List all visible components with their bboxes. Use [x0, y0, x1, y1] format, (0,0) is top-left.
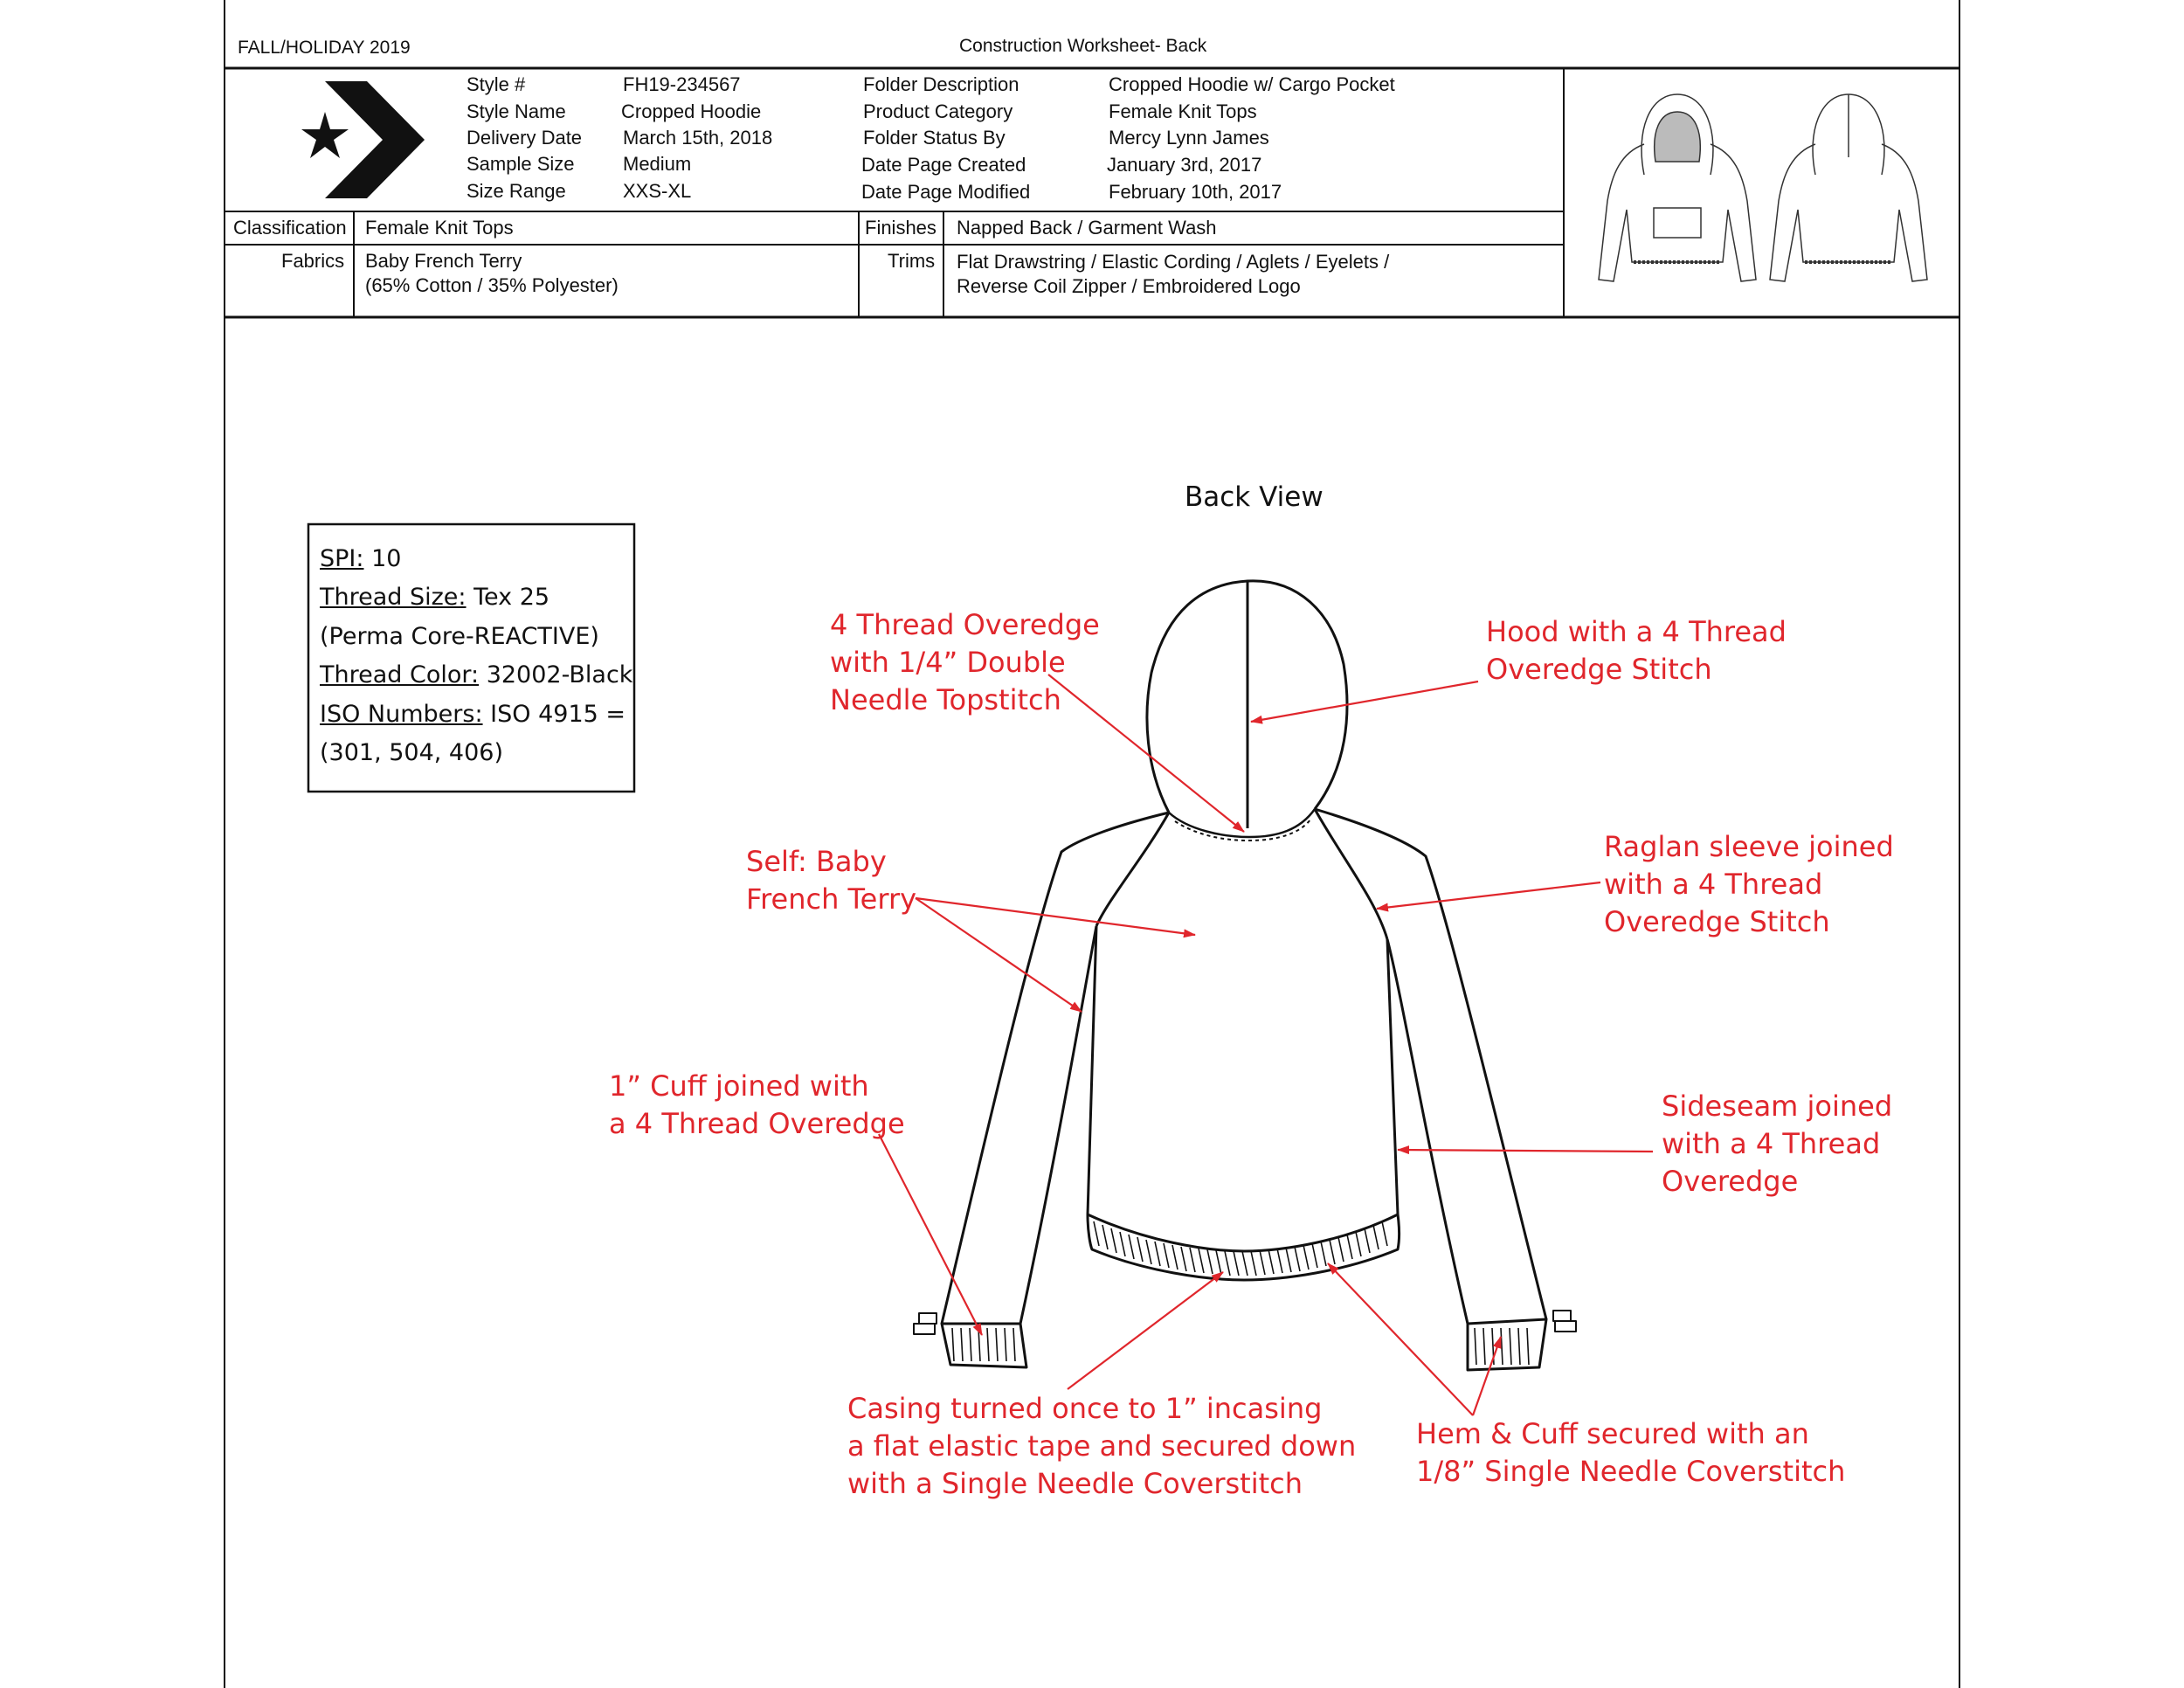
- iso-note: (301, 504, 406): [320, 739, 504, 766]
- delivery-date-label: Delivery Date: [467, 127, 583, 149]
- callout-sideseam-line1: Sideseam joined: [1662, 1090, 1893, 1123]
- folder-status-label: Folder Status By: [863, 127, 1006, 149]
- finishes-value: Napped Back / Garment Wash: [957, 217, 1217, 239]
- classification-label: Classification: [233, 217, 347, 239]
- product-category-value: Female Knit Tops: [1109, 100, 1257, 122]
- thread-color-label: Thread Color:: [320, 661, 480, 688]
- spi-value: 10: [371, 545, 402, 572]
- delivery-date-value: March 15th, 2018: [623, 127, 773, 149]
- trims-value-line2: Reverse Coil Zipper / Embroidered Logo: [957, 275, 1301, 297]
- callout-cuff-line2: a 4 Thread Overedge: [609, 1107, 905, 1140]
- callout-cuff-line1: 1” Cuff joined with: [609, 1069, 869, 1103]
- sheet-title: Construction Worksheet- Back: [959, 36, 1207, 56]
- trims-label: Trims: [888, 250, 936, 272]
- callout-raglan: [1604, 828, 1894, 941]
- callout-self-fabric-line2: French Terry: [746, 882, 917, 916]
- callout-raglan-line3: Overedge Stitch: [1604, 905, 1830, 938]
- fabrics-value-line1: Baby French Terry: [365, 250, 522, 272]
- callout-casing-line2: a flat elastic tape and secured down: [847, 1429, 1357, 1463]
- sample-size-label: Sample Size: [467, 153, 575, 175]
- folder-description-value: Cropped Hoodie w/ Cargo Pocket: [1109, 73, 1395, 95]
- size-range-value: XXS-XL: [623, 180, 692, 202]
- callout-hood-line1: Hood with a 4 Thread: [1486, 615, 1787, 648]
- callout-hem-cuff-line1: Hem & Cuff secured with an: [1416, 1417, 1809, 1450]
- callout-hood-seam: [830, 606, 1100, 719]
- finishes-label: Finishes: [865, 217, 936, 239]
- date-created-label: Date Page Created: [861, 154, 1026, 176]
- style-name-label: Style Name: [467, 100, 566, 122]
- size-range-label: Size Range: [467, 180, 566, 202]
- thread-size-note: (Perma Core-REACTIVE): [320, 623, 599, 650]
- callout-casing-line3: with a Single Needle Coverstitch: [847, 1467, 1303, 1500]
- season-label: FALL/HOLIDAY 2019: [238, 38, 411, 58]
- style-name-value: Cropped Hoodie: [621, 100, 762, 122]
- date-modified-label: Date Page Modified: [861, 181, 1031, 203]
- callout-casing-line1: Casing turned once to 1” incasing: [847, 1392, 1323, 1425]
- callout-self-fabric-line1: Self: Baby: [746, 845, 887, 878]
- date-created-value: January 3rd, 2017: [1107, 154, 1262, 176]
- callout-hood-seam-line3: Needle Topstitch: [830, 683, 1061, 716]
- thread-size-value: Tex 25: [473, 584, 550, 611]
- fabrics-label: Fabrics: [281, 250, 345, 272]
- callout-hood-seam-line1: 4 Thread Overedge: [830, 608, 1100, 641]
- product-category-label: Product Category: [863, 100, 1013, 122]
- fabrics-value-line2: (65% Cotton / 35% Polyester): [365, 274, 619, 296]
- iso-label: ISO Numbers:: [320, 701, 483, 728]
- sample-size-value: Medium: [623, 153, 692, 175]
- view-title: Back View: [1185, 481, 1324, 513]
- callout-self-fabric: [746, 843, 916, 918]
- callout-hood-seam-line2: with 1/4” Double: [830, 646, 1066, 679]
- callout-hood-line2: Overedge Stitch: [1486, 653, 1712, 686]
- callout-raglan-line2: with a 4 Thread: [1604, 868, 1823, 901]
- trims-value-line1: Flat Drawstring / Elastic Cording / Aglets / Eyelets /: [957, 251, 1390, 273]
- style-no-label: Style #: [467, 73, 526, 95]
- callout-sideseam-line3: Overedge: [1662, 1165, 1799, 1198]
- callout-hem-cuff-line2: 1/8” Single Needle Coverstitch: [1416, 1455, 1846, 1488]
- thread-size-label: Thread Size:: [320, 584, 467, 611]
- callout-casing: [847, 1390, 1356, 1503]
- spi-label: SPI:: [320, 545, 364, 572]
- folder-description-label: Folder Description: [863, 73, 1019, 95]
- callout-raglan-line1: Raglan sleeve joined: [1604, 830, 1894, 863]
- iso-value: ISO 4915 =: [490, 701, 626, 728]
- callout-hem-cuff: [1416, 1415, 1845, 1491]
- callout-sideseam: [1662, 1088, 1892, 1200]
- callout-hood: [1486, 613, 1787, 688]
- callout-cuff: [609, 1068, 905, 1143]
- classification-value: Female Knit Tops: [365, 217, 514, 239]
- date-modified-value: February 10th, 2017: [1109, 181, 1282, 203]
- thread-color-value: 32002-Black: [486, 661, 633, 688]
- folder-status-value: Mercy Lynn James: [1109, 127, 1269, 149]
- style-no-value: FH19-234567: [623, 73, 741, 95]
- callout-sideseam-line2: with a 4 Thread: [1662, 1127, 1881, 1160]
